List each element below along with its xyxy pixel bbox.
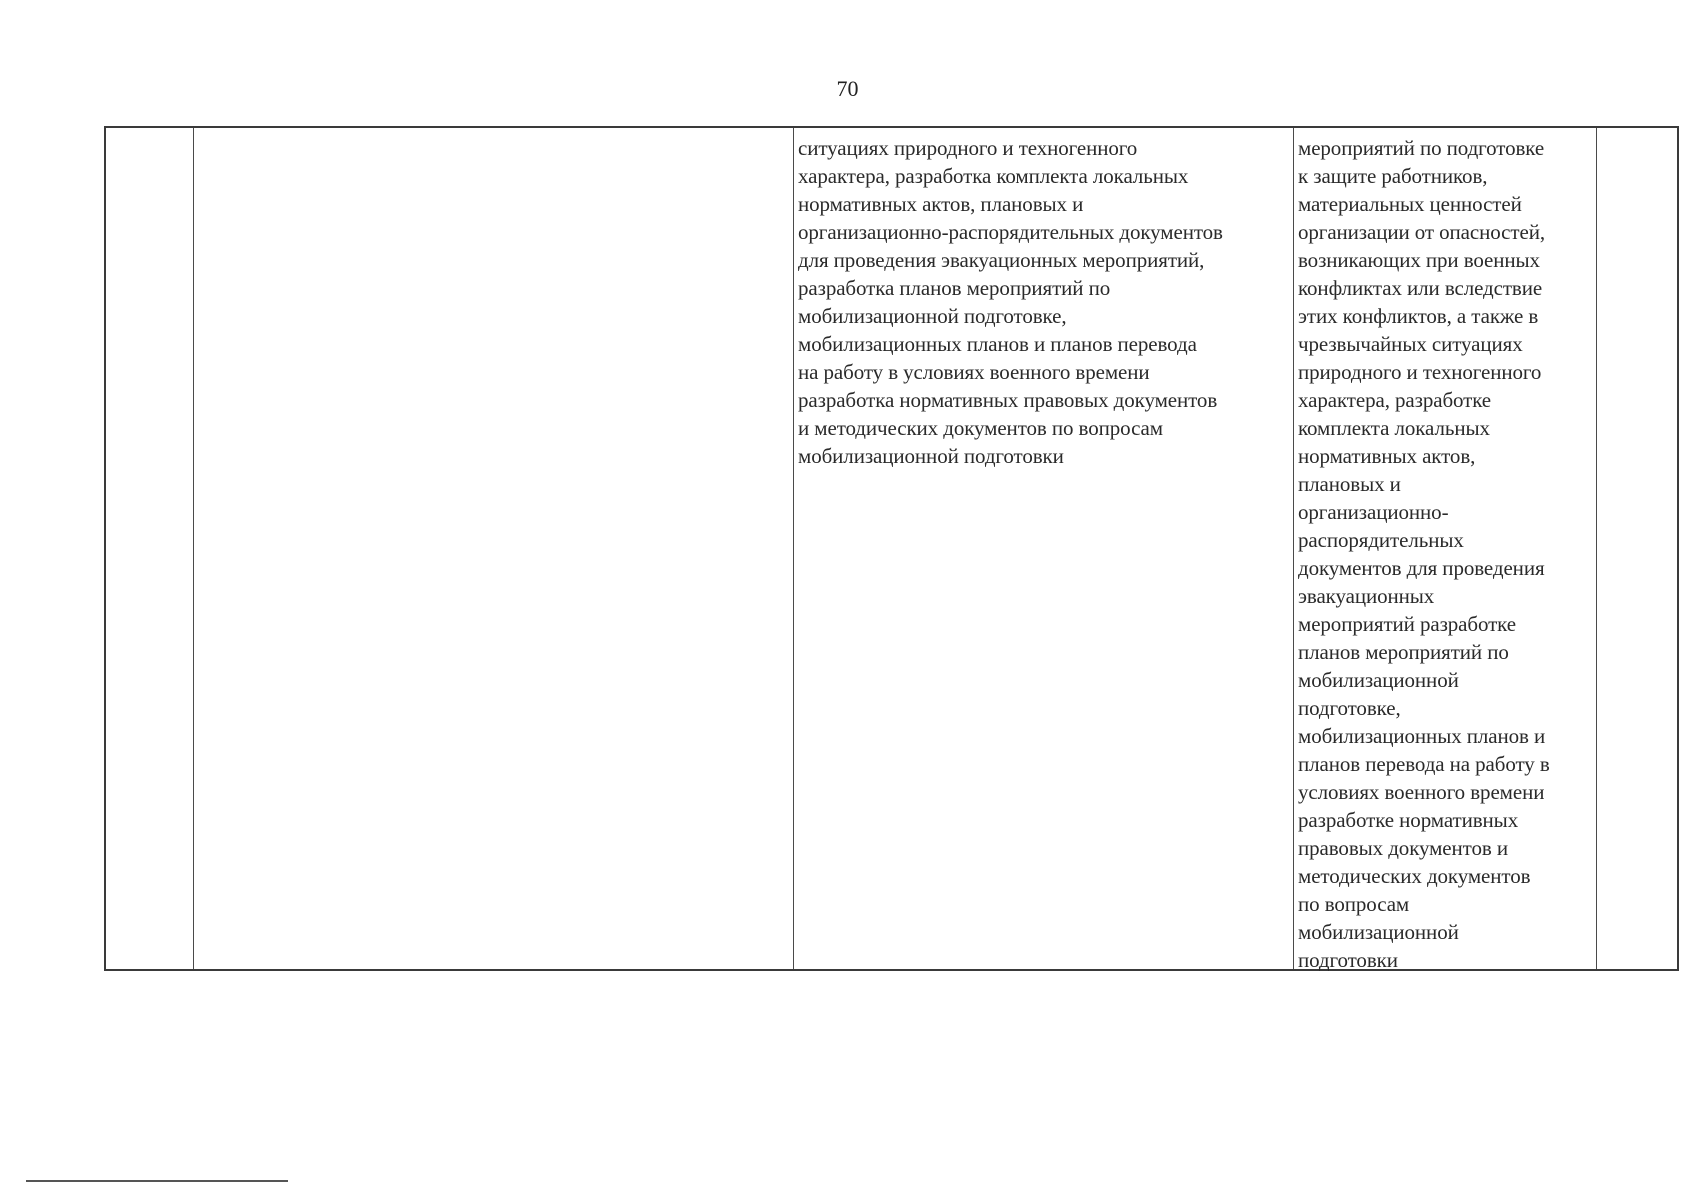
text-line: материальных ценностей bbox=[1298, 192, 1522, 216]
table-cell-notes bbox=[1597, 128, 1677, 969]
text-line: характера, разработка комплекта локальных bbox=[798, 164, 1189, 188]
text-line: мероприятий по подготовке bbox=[1298, 136, 1545, 160]
text-line: к защите работников, bbox=[1298, 164, 1488, 188]
table-cell-number bbox=[106, 128, 194, 969]
text-line: по вопросам bbox=[1298, 892, 1410, 916]
text-line: нормативных актов, bbox=[1298, 444, 1476, 468]
text-line: возникающих при военных bbox=[1298, 248, 1540, 272]
text-line: нормативных актов, плановых и bbox=[798, 192, 1084, 216]
text-line: организации от опасностей, bbox=[1298, 220, 1545, 244]
text-line: характера, разработке bbox=[1298, 388, 1492, 412]
text-line: комплекта локальных bbox=[1298, 416, 1490, 440]
text-line: конфликтах или вследствие bbox=[1298, 276, 1543, 300]
text-line: мобилизационной bbox=[1298, 920, 1459, 944]
text-line: распорядительных bbox=[1298, 528, 1464, 552]
text-line: мобилизационной подготовке, bbox=[798, 304, 1067, 328]
text-line: разработка нормативных правовых документов bbox=[798, 388, 1218, 412]
text-line: документов для проведения bbox=[1298, 556, 1545, 580]
text-line: разработка планов мероприятий по bbox=[798, 276, 1111, 300]
page-number: 70 bbox=[836, 76, 859, 101]
text-line: мобилизационных планов и bbox=[1298, 724, 1546, 748]
table-cell-activities bbox=[794, 128, 1294, 969]
text-line: чрезвычайных ситуациях bbox=[1298, 332, 1523, 356]
text-line: правовых документов и bbox=[1298, 836, 1508, 860]
text-line: подготовке, bbox=[1298, 696, 1401, 720]
text-line: планов мероприятий по bbox=[1298, 640, 1509, 664]
skills-text bbox=[1294, 128, 1596, 974]
text-line: на работу в условиях военного времени bbox=[798, 360, 1150, 384]
text-line: мобилизационной bbox=[1298, 668, 1459, 692]
text-line: мобилизационной подготовки bbox=[798, 444, 1064, 468]
text-line: методических документов bbox=[1298, 864, 1531, 888]
text-line: планов перевода на работу в bbox=[1298, 752, 1550, 776]
text-line: разработке нормативных bbox=[1298, 808, 1519, 832]
text-line: природного и техногенного bbox=[1298, 360, 1542, 384]
text-line: подготовки bbox=[1298, 948, 1398, 972]
text-line: условиях военного времени bbox=[1298, 780, 1545, 804]
table-cell-name bbox=[194, 128, 794, 969]
footnote-rule bbox=[26, 1180, 288, 1182]
text-line: этих конфликтов, а также в bbox=[1298, 304, 1539, 328]
text-line: плановых и bbox=[1298, 472, 1401, 496]
text-line: и методических документов по вопросам bbox=[798, 416, 1163, 440]
text-line: организационно-распорядительных документов bbox=[798, 220, 1223, 244]
document-table bbox=[104, 126, 1679, 971]
text-line: эвакуационных bbox=[1298, 584, 1435, 608]
text-line: для проведения эвакуационных мероприятий, bbox=[798, 248, 1205, 272]
text-line: ситуациях природного и техногенного bbox=[798, 136, 1138, 160]
text-line: мобилизационных планов и планов перевода bbox=[798, 332, 1197, 356]
table-cell-skills bbox=[1294, 128, 1597, 972]
text-line: организационно- bbox=[1298, 500, 1449, 524]
text-line: мероприятий разработке bbox=[1298, 612, 1516, 636]
activities-text bbox=[794, 128, 1293, 470]
